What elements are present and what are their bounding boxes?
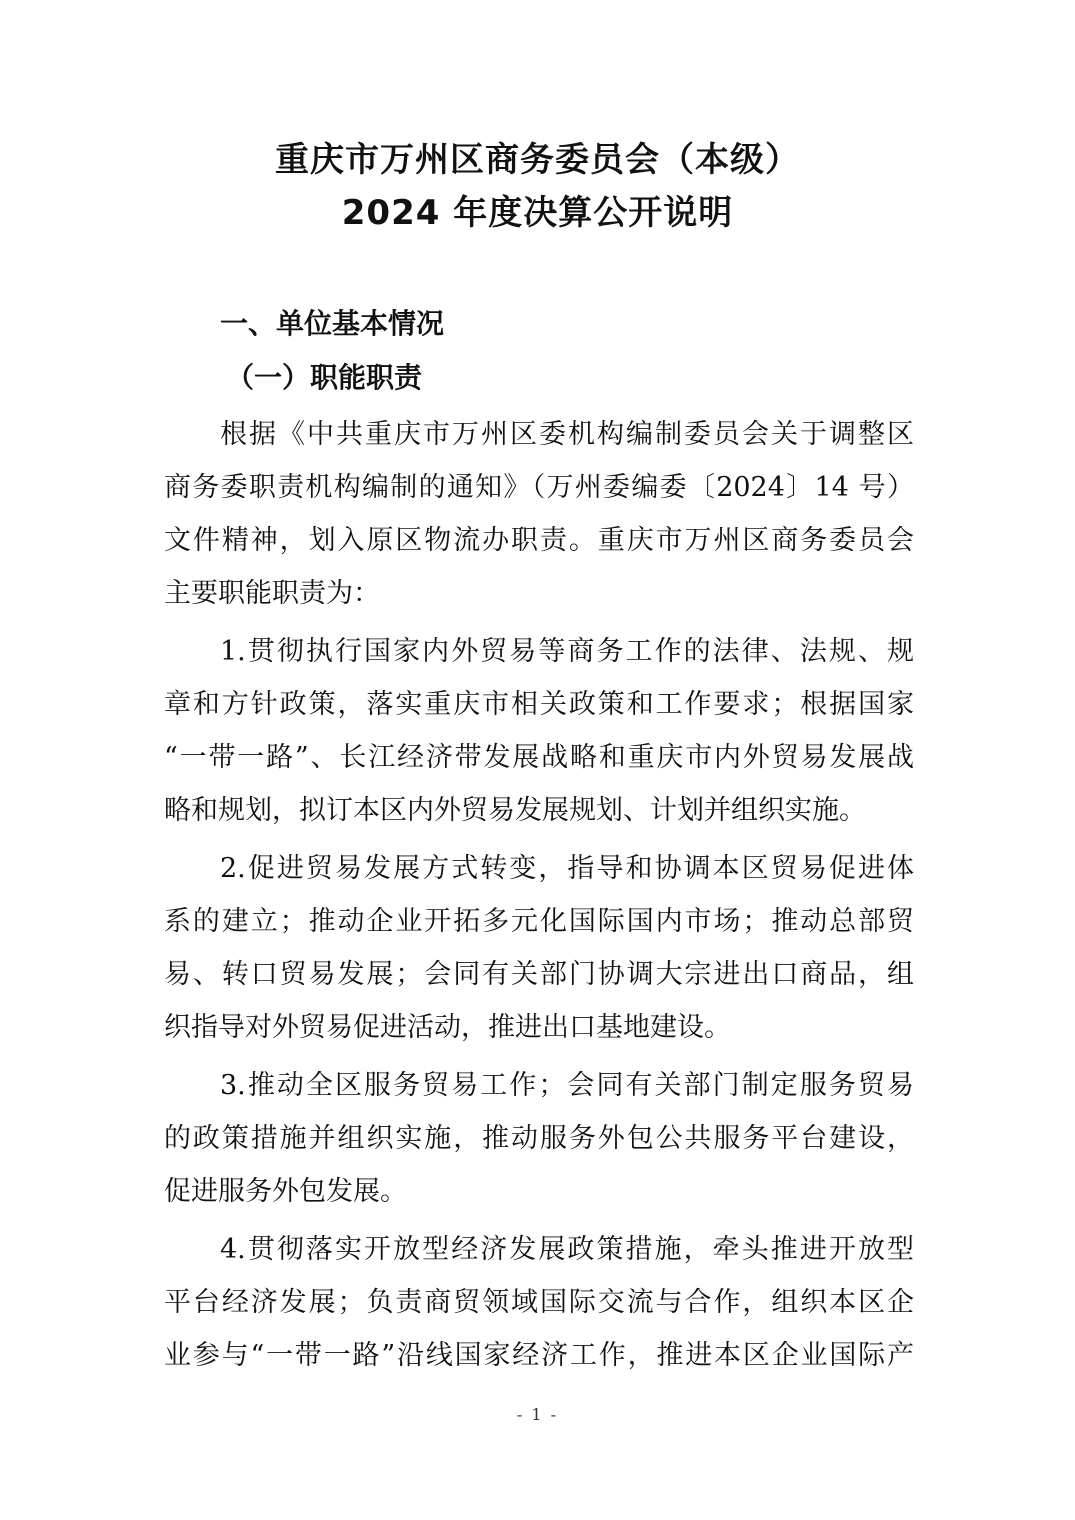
paragraph-line: 根据《中共重庆市万州区委机构编制委员会关于调整区: [220, 419, 914, 450]
paragraph-line: 4.贯彻落实开放型经济发展政策措施，牵头推进开放型: [220, 1234, 914, 1265]
document-body: [164, 408, 914, 1382]
document-title-line-1: 重庆市万州区商务委员会（本级）: [275, 140, 800, 180]
paragraph-line: 商务委职责机构编制的通知》（万州委编委〔2024〕14 号）: [164, 472, 914, 503]
section-heading: 一、单位基本情况: [220, 307, 445, 340]
paragraph-line: 织指导对外贸易促进活动，推进出口基地建设。: [164, 1012, 731, 1043]
paragraph-line: 3.推动全区服务贸易工作；会同有关部门制定服务贸易: [220, 1070, 914, 1101]
paragraph-line: 文件精神，划入原区物流办职责。重庆市万州区商务委员会: [164, 525, 914, 556]
page-number: - 1 -: [516, 1405, 559, 1424]
subsection-heading: （一）职能职责: [226, 361, 423, 394]
paragraph-3: [164, 842, 914, 1054]
paragraph-5: [164, 1223, 914, 1382]
paragraph-line: 章和方针政策，落实重庆市相关政策和工作要求；根据国家: [164, 689, 914, 720]
paragraph-1: [164, 408, 914, 620]
document-title-line-2: 2024 年度决算公开说明: [341, 193, 734, 233]
paragraph-line: 业参与“一带一路”沿线国家经济工作，推进本区企业国际产: [164, 1340, 914, 1371]
paragraph-2: [164, 625, 914, 837]
paragraph-line: 2.促进贸易发展方式转变，指导和协调本区贸易促进体: [220, 853, 914, 884]
paragraph-line: 系的建立；推动企业开拓多元化国际国内市场；推动总部贸: [164, 906, 914, 937]
paragraph-line: 促进服务外包发展。: [164, 1176, 407, 1207]
paragraph-line: 平台经济发展；负责商贸领域国际交流与合作，组织本区企: [164, 1287, 914, 1318]
paragraph-line: 主要职能职责为：: [164, 578, 380, 609]
paragraph-line: 易、转口贸易发展；会同有关部门协调大宗进出口商品，组: [164, 959, 914, 990]
paragraph-line: “一带一路”、长江经济带发展战略和重庆市内外贸易发展战: [164, 742, 914, 773]
paragraph-line: 1.贯彻执行国家内外贸易等商务工作的法律、法规、规: [220, 636, 914, 667]
paragraph-4: [164, 1059, 914, 1218]
paragraph-line: 的政策措施并组织实施，推动服务外包公共服务平台建设，: [164, 1123, 914, 1154]
paragraph-line: 略和规划，拟订本区内外贸易发展规划、计划并组织实施。: [164, 795, 866, 826]
